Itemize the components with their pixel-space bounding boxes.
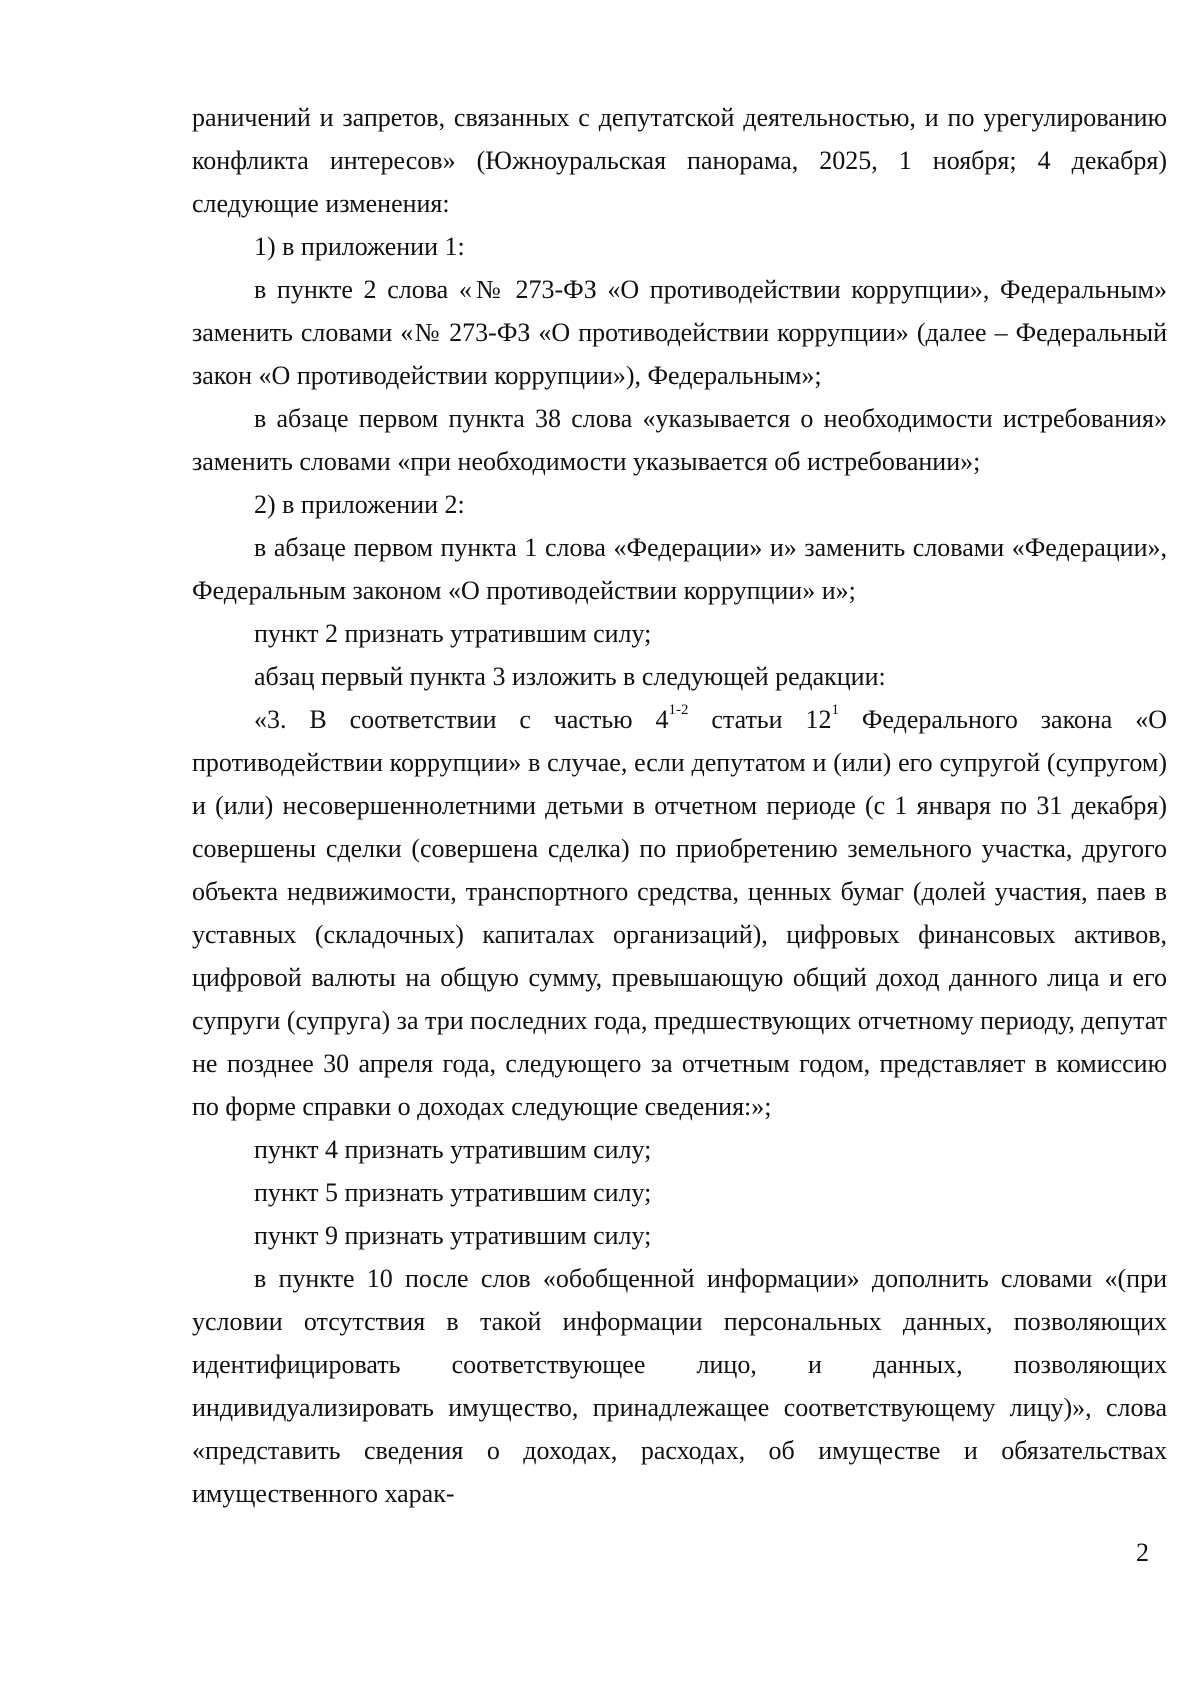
- superscript-article-number: 1: [831, 702, 839, 719]
- page-number: 2: [1136, 1538, 1149, 1567]
- paragraph-item-4-repeal: пункт 4 признать утратившим силу;: [254, 1135, 652, 1164]
- document-body: [192, 96, 1167, 1515]
- paragraph-item-3-intro: абзац первый пункта 3 изложить в следующей редакции:: [254, 662, 886, 691]
- paragraph-item-3-new-text: [192, 698, 1167, 1128]
- paragraph-item-2-repeal: пункт 2 признать утратившим силу;: [254, 619, 652, 648]
- paragraph-appendix-1-heading: 1) в приложении 1:: [254, 232, 465, 261]
- paragraph-item-2-change: в пункте 2 слова «№ 273-ФЗ «О противодействии коррупции», Федеральным» заменить словами «№ 273-ФЗ «О противодействии коррупции» (далее – Федеральный закон «О противодействии коррупции»), Федеральным»;: [192, 275, 1167, 390]
- paragraph-continuation: раничений и запретов, связанных с депутатской деятельностью, и по урегулированию конфликта интересов» (Южноуральская панорама, 2025, 1 ноября; 4 декабря) следующие изменения:: [192, 103, 1167, 218]
- quote-text-part-3: Федерального закона «О противодействии коррупции» в случае, если депутатом и (или) его супругой (супругом) и (или) несовершеннолетними детьми в отчетном периоде (с 1 января по 31 декабря) совершены сделки (совершена сделка) по приобретению земельного участка, другого объекта недвижимости, транспортного средства, ценных бумаг (долей участия, паев в уставных (складочных) капиталах организаций), цифровых финансовых активов, цифровой валюты на общую сумму, превышающую общий доход данного лица и его супруги (супруга) за три последних года, предшествующих отчетному периоду, депутат не позднее 30 апреля года, следующего за отчетным годом, представляет в комиссию по форме справки о доходах следующие сведения:»;: [192, 705, 1167, 1121]
- paragraph-item-9-repeal: пункт 9 признать утратившим силу;: [254, 1221, 652, 1250]
- paragraph-item-5-repeal: пункт 5 признать утратившим силу;: [254, 1178, 652, 1207]
- paragraph-item-1-change: в абзаце первом пункта 1 слова «Федерации» и» заменить словами «Федерации», Федеральным законом «О противодействии коррупции» и»;: [192, 533, 1167, 605]
- quote-text-part-1: «3. В соответствии с частью 4: [254, 705, 669, 734]
- paragraph-item-10-change: в пункте 10 после слов «обобщенной информации» дополнить словами «(при условии отсутствия в такой информации персональных данных, позволяющих идентифицировать соответствующее лицо, и данных, позволяющих индивидуализировать имущество, принадлежащее соответствующему лицу)», слова «представить сведения о доходах, расходах, об имуществе и обязательствах имущественного харак-: [192, 1264, 1167, 1508]
- paragraph-item-38-change: в абзаце первом пункта 38 слова «указывается о необходимости истребования» заменить словами «при необходимости указывается об истребовании»;: [192, 404, 1167, 476]
- paragraph-appendix-2-heading: 2) в приложении 2:: [254, 490, 465, 519]
- superscript-part-number: 1-2: [668, 702, 689, 719]
- quote-text-part-2: статьи 12: [688, 705, 832, 734]
